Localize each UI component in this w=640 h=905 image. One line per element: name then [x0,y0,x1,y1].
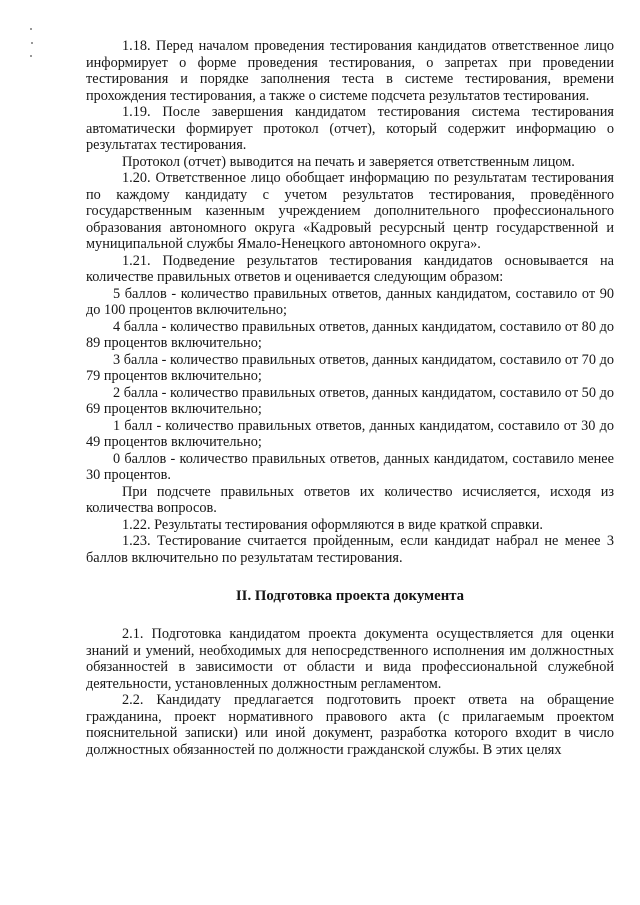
score-item-5: 5 баллов - количество правильных ответов, данных кандидатом, составило от 90 до 100 процентов включительно; [86,285,614,318]
paragraph-1-21: 1.21. Подведение результатов тестирования кандидатов основывается на количестве правильных ответов и оценивается следующим образом: [86,252,614,285]
paragraph-counting: При подсчете правильных ответов их количество исчисляется, исходя из количества вопросов. [86,483,614,516]
score-item-0: 0 баллов - количество правильных ответов, данных кандидатом, составило менее 30 процентов. [86,450,614,483]
score-item-2: 2 балла - количество правильных ответов, данных кандидатом, составило от 50 до 69 процентов включительно; [86,384,614,417]
paragraph-2-1: 2.1. Подготовка кандидатом проекта документа осуществляется для оценки знаний и умений, необходимых для непосредственного исполнения им должностных обязанностей в зависимости от области и вида профессиональной служебной деятельности, установленных должностным регламентом. [86,626,614,692]
paragraph-1-19: 1.19. После завершения кандидатом тестирования система тестирования автоматически формирует протокол (отчет), который содержит информацию о результатах тестирования. [86,104,614,153]
section-heading: II. Подготовка проекта документа [235,588,465,604]
paragraph-1-23: 1.23. Тестирование считается пройденным, если кандидат набрал не менее 3 баллов включительно по результатам тестирования. [86,533,614,566]
document-body [86,38,614,758]
scan-specks [30,28,36,58]
paragraph-1-20: 1.20. Ответственное лицо обобщает информацию по результатам тестирования по каждому кандидату с учетом результатов тестирования, проведённого государственным казенным учреждением дополнительного профессионального образования автономного округа «Кадровый ресурсный центр государственной и муниципальной службы Ямало-Ненецкого автономного округа». [86,170,614,252]
score-item-1: 1 балл - количество правильных ответов, данных кандидатом, составило от 30 до 49 процентов включительно; [86,417,614,450]
paragraph-1-22: 1.22. Результаты тестирования оформляются в виде краткой справки. [122,516,544,533]
paragraph-1-18: 1.18. Перед началом проведения тестирования кандидатов ответственное лицо информирует о форме проведения тестирования, о запретах при проведении тестирования и порядке заполнения теста в системе тестирования, времени прохождения тестирования, а также о системе подсчета результатов тестирования. [86,38,614,104]
paragraph-protocol: Протокол (отчет) выводится на печать и заверяется ответственным лицом. [122,153,575,170]
paragraph-2-2: 2.2. Кандидату предлагается подготовить проект ответа на обращение гражданина, проект нормативного правового акта (с прилагаемым проектом пояснительной записки) или иной документ, разработка которого входит в число должностных обязанностей по должности гражданской службы. В этих целях [86,692,614,758]
score-item-3: 3 балла - количество правильных ответов, данных кандидатом, составило от 70 до 79 процентов включительно; [86,351,614,384]
score-item-4: 4 балла - количество правильных ответов, данных кандидатом, составило от 80 до 89 процентов включительно; [86,318,614,351]
